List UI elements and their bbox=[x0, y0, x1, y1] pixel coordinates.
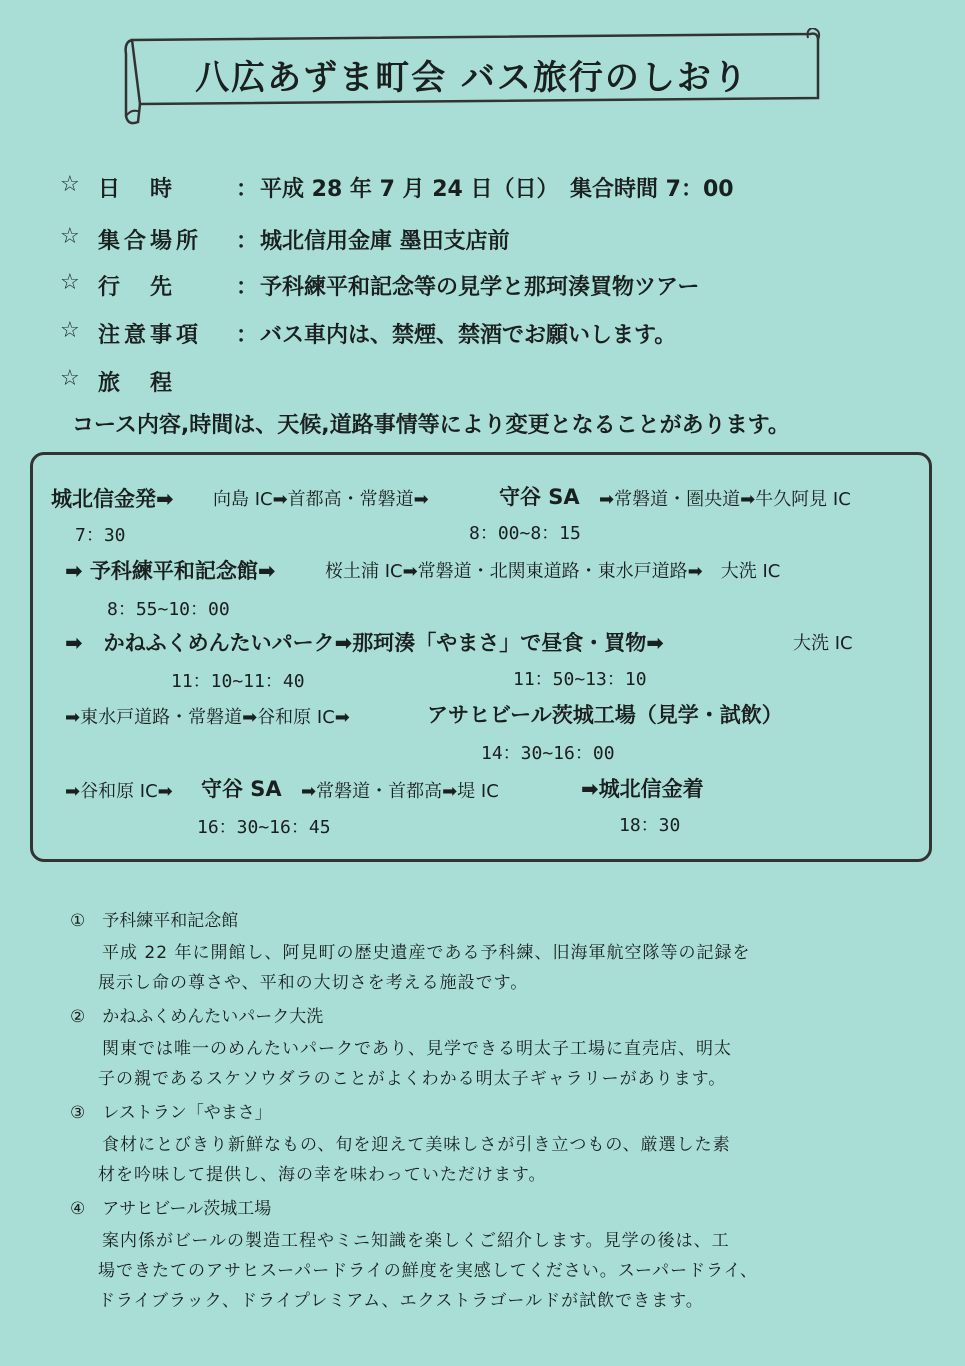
itinerary-time: 7：30 bbox=[75, 525, 126, 546]
star-icon: ☆ bbox=[60, 172, 80, 197]
date-label: 日 時 bbox=[98, 177, 177, 202]
date-value: 平成 28 年 7 月 24 日（日） bbox=[260, 177, 559, 202]
itinerary-stop: ➡ 予科練平和記念館➡ bbox=[65, 559, 276, 583]
itinerary-time: 18：30 bbox=[619, 815, 681, 836]
itinerary-route: 向島 IC➡首都高・常磐道➡ bbox=[213, 489, 429, 510]
itinerary-stop: 城北信金発➡ bbox=[51, 487, 174, 511]
schedule-notice: コース内容,時間は、天候,道路事情等により変更となることがあります。 bbox=[72, 413, 790, 438]
destination-value: 予科練平和記念等の見学と那珂湊買物ツアー bbox=[260, 275, 700, 300]
star-icon: ☆ bbox=[60, 224, 80, 249]
star-icon: ☆ bbox=[60, 318, 80, 343]
description-text: 平成 22 年に開館し、阿見町の歴史遺産である予科練、旧海軍航空隊等の記録を bbox=[102, 943, 751, 963]
itinerary-time: 11：50~13：10 bbox=[513, 669, 647, 690]
itinerary-time: 14：30~16：00 bbox=[481, 743, 615, 764]
itinerary-time: 11：10~11：40 bbox=[171, 671, 305, 692]
page-title: 八広あずま町会 バス旅行のしおり bbox=[195, 58, 749, 98]
description-text: 案内係がビールの製造工程やミニ知識を楽しくご紹介します。見学の後は、工 bbox=[102, 1231, 730, 1251]
itinerary-time: 8：00~8：15 bbox=[469, 523, 581, 544]
description-text: 材を吟味して提供し、海の幸を味わっていただけます。 bbox=[98, 1165, 547, 1185]
place-value: 城北信用金庫 墨田支店前 bbox=[260, 229, 510, 254]
description-text: 子の親であるスケソウダラのことがよくわかる明太子ギャラリーがあります。 bbox=[98, 1069, 727, 1089]
caution-label: 注意事項 bbox=[98, 323, 203, 348]
description-heading: ④ アサヒビール茨城工場 bbox=[70, 1199, 272, 1219]
meeting-time: 集合時間 7：00 bbox=[570, 177, 734, 202]
description-text: 食材にとびきり新鮮なもの、旬を迎えて美味しさが引き立つもの、厳選した素 bbox=[102, 1135, 731, 1155]
itinerary-time: 16：30~16：45 bbox=[197, 817, 331, 838]
colon: ： bbox=[236, 323, 259, 348]
itinerary-route: ➡常磐道・首都高➡堤 IC bbox=[301, 781, 499, 802]
description-text: 関東では唯一のめんたいパークであり、見学できる明太子工場に直売店、明太 bbox=[102, 1039, 732, 1059]
title-banner bbox=[122, 28, 822, 126]
description-text: ドライブラック、ドライプレミアム、エクストラゴールドが試飲できます。 bbox=[98, 1291, 704, 1311]
description-text: 展示し命の尊さや、平和の大切さを考える施設です。 bbox=[98, 973, 529, 993]
star-icon: ☆ bbox=[60, 270, 80, 295]
place-label: 集合場所 bbox=[98, 229, 203, 254]
itinerary-route: ➡東水戸道路・常磐道➡谷和原 IC➡ bbox=[65, 707, 350, 728]
description-heading: ③ レストラン「やまさ」 bbox=[70, 1103, 272, 1123]
itinerary-time: 8：55~10：00 bbox=[107, 599, 230, 620]
description-text: 場できたてのアサヒスーパードライの鮮度を実感してください。スーパードライ、 bbox=[98, 1261, 759, 1281]
colon: ： bbox=[236, 275, 259, 300]
itinerary-stop: 守谷 SA bbox=[201, 777, 282, 801]
itinerary-box bbox=[30, 452, 932, 862]
caution-value: バス車内は、禁煙、禁酒でお願いします。 bbox=[260, 323, 677, 348]
itinerary-stop: ➡城北信金着 bbox=[581, 777, 704, 801]
itinerary-label: 旅 程 bbox=[98, 371, 177, 396]
itinerary-route: ➡常磐道・圏央道➡牛久阿見 IC bbox=[599, 489, 851, 510]
itinerary-stop: アサヒビール茨城工場（見学・試飲） bbox=[427, 703, 783, 727]
destination-label: 行 先 bbox=[98, 275, 177, 300]
colon: ： bbox=[236, 229, 259, 254]
itinerary-route: 大洗 IC bbox=[793, 633, 853, 654]
itinerary-stop: ➡ かねふくめんたいパーク➡那珂湊「やまさ」で昼食・買物➡ bbox=[65, 631, 664, 655]
star-icon: ☆ bbox=[60, 366, 80, 391]
itinerary-stop: 守谷 SA bbox=[499, 485, 580, 509]
colon: ： bbox=[236, 177, 259, 202]
description-heading: ① 予科練平和記念館 bbox=[70, 911, 239, 931]
itinerary-route: ➡谷和原 IC➡ bbox=[65, 781, 173, 802]
itinerary-route: 桜土浦 IC➡常磐道・北関東道路・東水戸道路➡ 大洗 IC bbox=[325, 561, 781, 582]
description-heading: ② かねふくめんたいパーク大洗 bbox=[70, 1007, 324, 1027]
